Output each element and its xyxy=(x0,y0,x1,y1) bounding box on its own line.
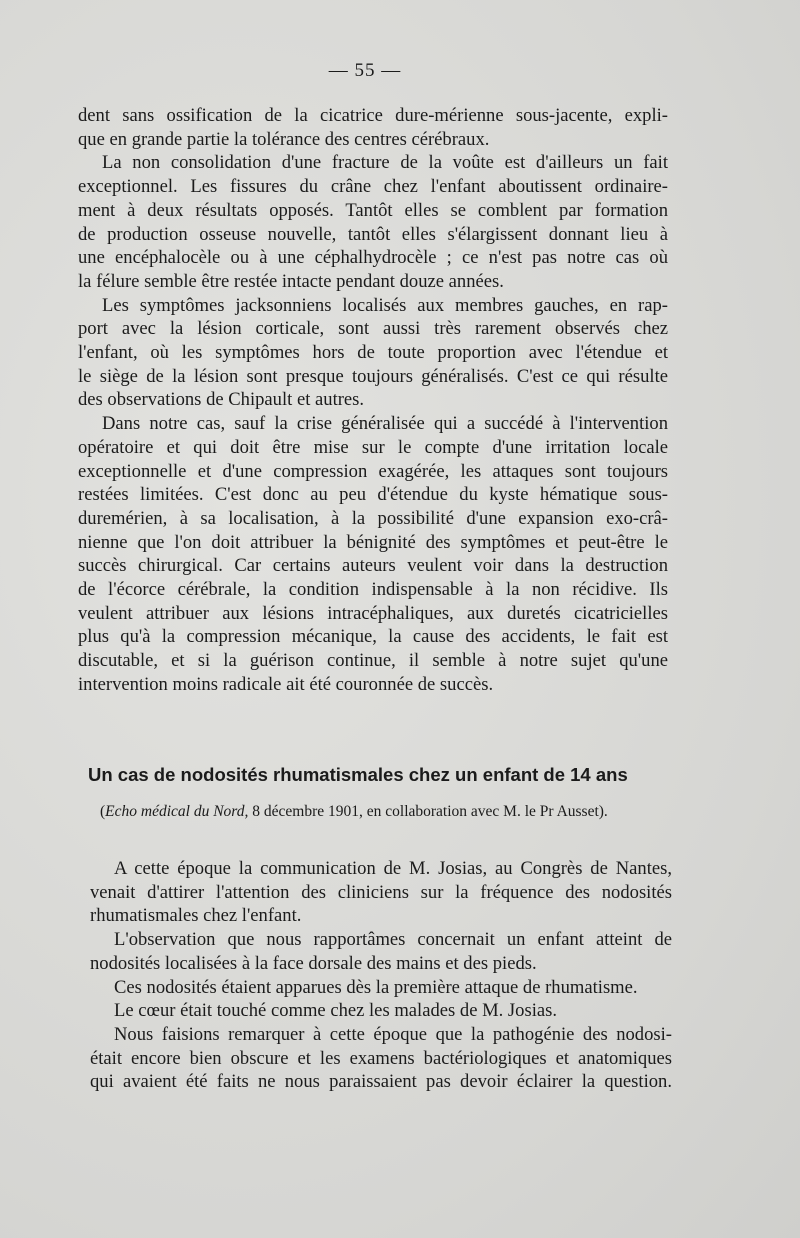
text-line: duremérien, à sa localisation, à la possibilité d'une expansion exo-crâ- xyxy=(78,507,668,529)
text-line: que en grande partie la tolérance des centres cérébraux. xyxy=(78,128,490,150)
text-line: qui avaient été faits ne nous paraissaient pas devoir éclairer la question. xyxy=(90,1071,672,1093)
text-line: plus qu'à la compression mécanique, la cause des accidents, le fait est xyxy=(78,626,668,648)
text-line: La non consolidation d'une fracture de la voûte est d'ailleurs un fait xyxy=(102,152,668,174)
text-line: venait d'attirer l'attention des cliniciens sur la fréquence des nodosités xyxy=(90,881,672,903)
text-line: A cette époque la communication de M. Josias, au Congrès de Nantes, xyxy=(114,858,672,879)
text-line: l'enfant, où les symptômes hors de toute proportion avec l'étendue et xyxy=(78,342,668,364)
text-line: succès chirurgical. Car certains auteurs veulent voir dans la destruction xyxy=(78,555,668,577)
section-2-citation: (Echo médical du Nord, 8 décembre 1901, en collaboration avec M. le Pr Ausset). xyxy=(100,803,608,820)
text-line: nodosités localisées à la face dorsale des mains et des pieds. xyxy=(90,952,537,974)
text-line: le siège de la lésion sont presque toujours généralisés. C'est ce qui résulte xyxy=(78,365,668,387)
text-line: restées limitées. C'est donc au peu d'étendue du kyste hématique sous- xyxy=(78,484,668,506)
text-line: Dans notre cas, sauf la crise généralisée qui a succédé à l'intervention xyxy=(102,413,668,435)
text-line: était encore bien obscure et les examens bactériologiques et anatomiques xyxy=(90,1047,672,1069)
text-line: Nous faisions remarquer à cette époque que la pathogénie des nodosi- xyxy=(114,1023,672,1045)
text-line: port avec la lésion corticale, sont aussi très rarement observés chez xyxy=(78,318,668,340)
text-line: L'observation que nous rapportâmes concernait un enfant atteint de xyxy=(114,929,672,951)
text-line: Ces nodosités étaient apparues dès la première attaque de rhumatisme. xyxy=(114,976,638,998)
text-line: de production osseuse nouvelle, tantôt elles s'élargissent donnant lieu à xyxy=(78,223,668,245)
text-line: Le cœur était touché comme chez les malades de M. Josias. xyxy=(114,1000,557,1022)
text-line: ment à deux résultats opposés. Tantôt elles se comblent par formation xyxy=(78,199,668,221)
text-line: Les symptômes jacksonniens localisés aux membres gauches, en rap- xyxy=(102,294,668,316)
text-line: nienne que l'on doit attribuer la bénignité des symptômes et peut-être le xyxy=(78,531,668,553)
citation-details: 8 décembre 1901, en collaboration avec M. le Pr Ausset). xyxy=(248,803,608,820)
text-line: veulent attribuer aux lésions intracéphaliques, aux duretés cicatricielles xyxy=(78,602,668,624)
section-1-body xyxy=(78,104,668,697)
text-line: une encéphalocèle ou à une céphalhydrocèle ; ce n'est pas notre cas où xyxy=(78,247,668,269)
text-line: de l'écorce cérébrale, la condition indispensable à la non récidive. Ils xyxy=(78,579,668,601)
text-line: intervention moins radicale ait été couronnée de succès. xyxy=(78,673,494,695)
text-line: des observations de Chipault et autres. xyxy=(78,389,365,411)
section-2-body xyxy=(90,857,672,1094)
section-2-title: Un cas de nodosités rhumatismales chez un enfant de 14 ans xyxy=(88,764,628,785)
citation-journal: Echo médical du Nord, xyxy=(105,803,249,820)
text-line: discutable, et si la guérison continue, il semble à notre sujet qu'une xyxy=(78,650,668,672)
text-line: dent sans ossification de la cicatrice dure-mérienne sous-jacente, expli- xyxy=(78,105,668,126)
text-line: exceptionnel. Les fissures du crâne chez l'enfant aboutissent ordinaire- xyxy=(78,176,668,198)
text-line: rhumatismales chez l'enfant. xyxy=(90,905,302,927)
text-line: la félure semble être restée intacte pendant douze années. xyxy=(78,270,504,292)
page-number: — 55 — xyxy=(328,60,402,81)
text-line: exceptionnelle et d'une compression exagérée, les attaques sont toujours xyxy=(78,460,668,482)
text-line: opératoire et qui doit être mise sur le compte d'une irritation locale xyxy=(78,436,668,458)
